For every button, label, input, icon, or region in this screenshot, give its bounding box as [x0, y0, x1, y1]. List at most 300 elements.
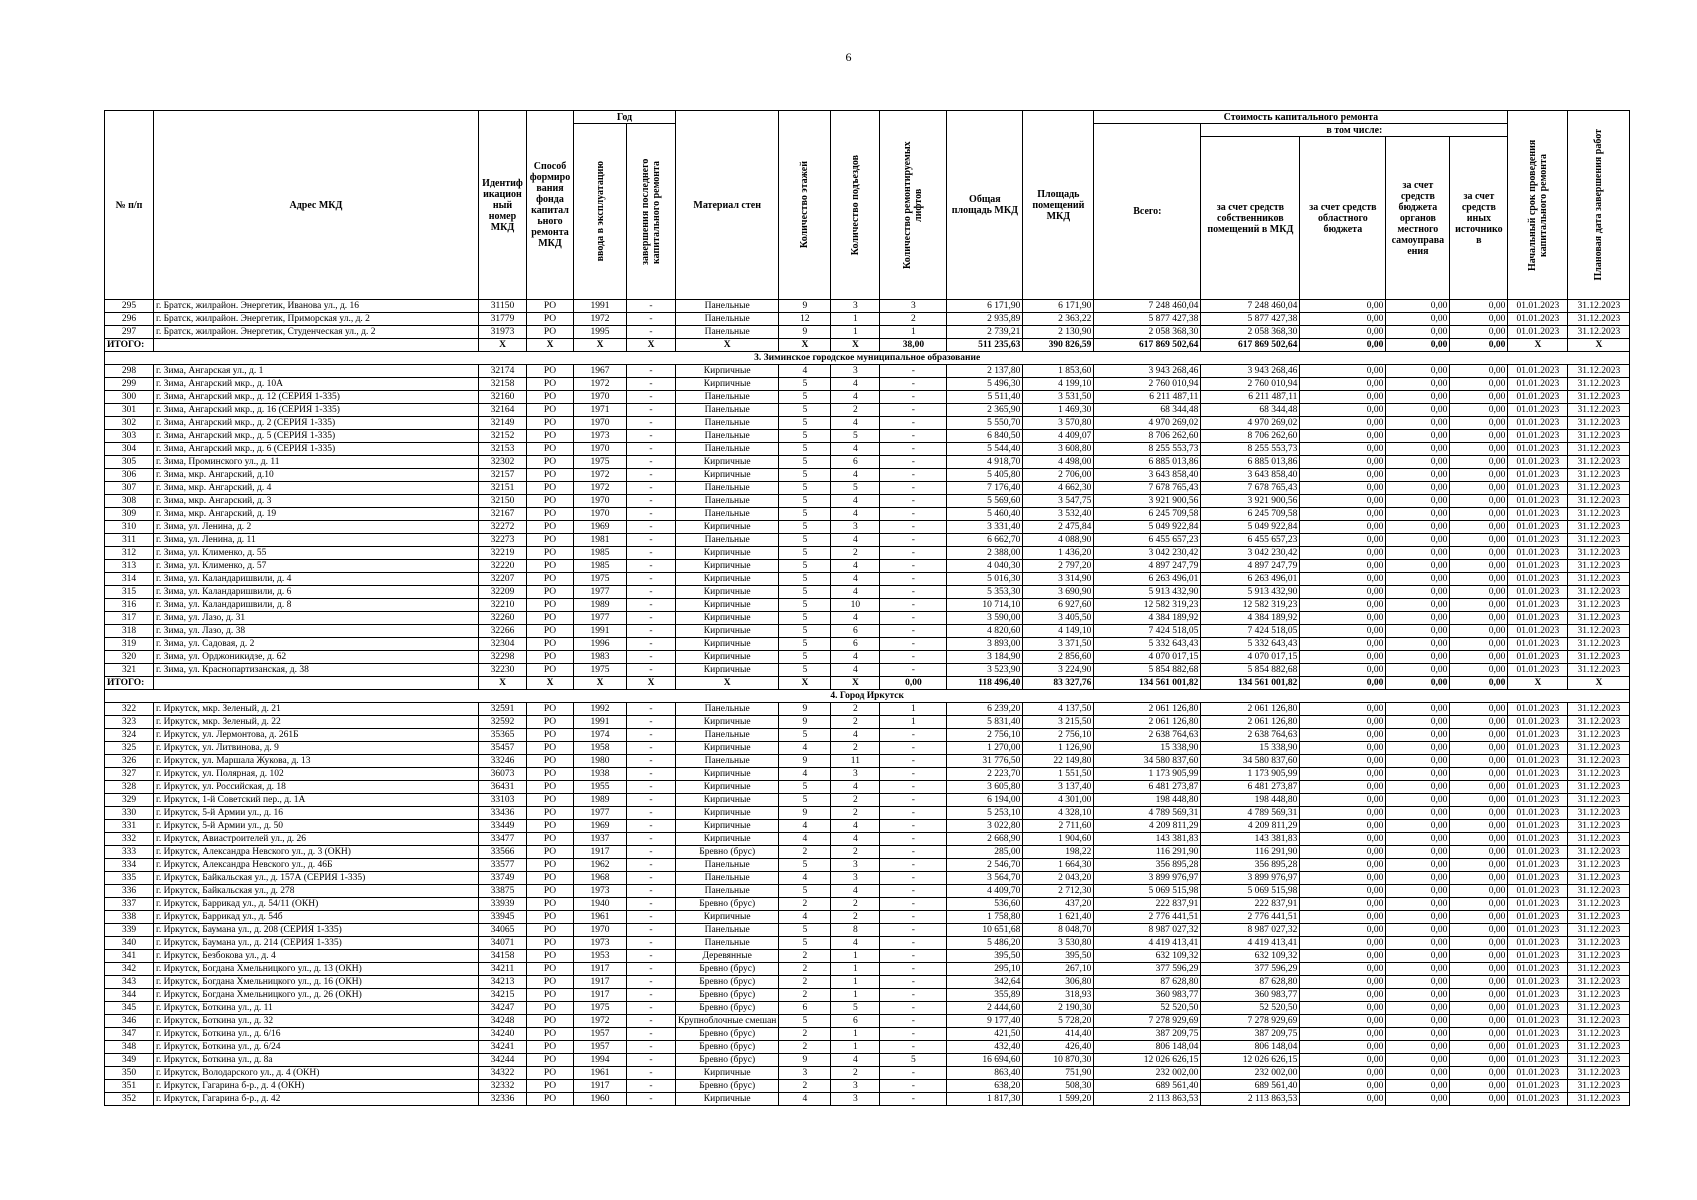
table-cell: 2 638 764,63	[1094, 729, 1201, 742]
table-cell: 34213	[479, 976, 527, 989]
table-cell: 314	[105, 573, 154, 586]
table-cell: г. Иркутск, Баррикад ул., д. 54б	[154, 911, 479, 924]
table-cell: Кирпичные	[676, 612, 779, 625]
table-cell: 1 599,20	[1023, 1093, 1094, 1106]
table-cell: Панельные	[676, 508, 779, 521]
table-cell: 0,00	[1300, 807, 1386, 820]
table-cell: 4	[831, 833, 880, 846]
table-cell: -	[627, 768, 676, 781]
table-cell: 4	[779, 820, 831, 833]
table-cell: 0,00	[1450, 1028, 1508, 1041]
table-cell: 1	[880, 703, 947, 716]
table-cell: -	[880, 482, 947, 495]
table-cell: 0,00	[1450, 677, 1508, 690]
table-cell: 1 469,30	[1023, 404, 1094, 417]
table-cell: -	[880, 898, 947, 911]
table-cell: 0,00	[1386, 859, 1450, 872]
table-cell: г. Зима, Ангарский мкр., д. 5 (СЕРИЯ 1-335)	[154, 430, 479, 443]
table-cell: 9 177,40	[947, 1015, 1023, 1028]
table-cell: -	[627, 885, 676, 898]
header-lifts	[880, 111, 947, 300]
table-cell: РО	[527, 989, 574, 1002]
table-cell: 34215	[479, 989, 527, 1002]
table-cell: 15 338,90	[1201, 742, 1300, 755]
table-cell: 0,00	[1386, 1093, 1450, 1106]
table-cell: г. Зима, Проминского ул., д. 11	[154, 456, 479, 469]
table-cell: 390 826,59	[1023, 339, 1094, 352]
table-cell: 0,00	[1300, 833, 1386, 846]
table-cell: 4 384 189,92	[1201, 612, 1300, 625]
table-cell: 1972	[574, 1015, 627, 1028]
table-cell: 01.01.2023	[1508, 911, 1568, 924]
table-cell: 0,00	[1300, 430, 1386, 443]
table-cell: 2 739,21	[947, 326, 1023, 339]
table-cell: 328	[105, 781, 154, 794]
table-cell: 303	[105, 430, 154, 443]
table-cell: 508,30	[1023, 1080, 1094, 1093]
table-cell: 3	[831, 768, 880, 781]
table-cell: РО	[527, 1054, 574, 1067]
table-cell: 377 596,29	[1201, 963, 1300, 976]
table-cell: 6 171,90	[1023, 300, 1094, 313]
table-cell: 31.12.2023	[1568, 560, 1630, 573]
table-cell: 327	[105, 768, 154, 781]
table-cell: 308	[105, 495, 154, 508]
table-cell: 32160	[479, 391, 527, 404]
table-cell: 2 061 126,80	[1094, 716, 1201, 729]
table-cell: РО	[527, 469, 574, 482]
table-cell: 01.01.2023	[1508, 898, 1568, 911]
table-cell: -	[627, 378, 676, 391]
table-cell: -	[627, 508, 676, 521]
table-cell: 01.01.2023	[1508, 417, 1568, 430]
table-cell: 4	[831, 443, 880, 456]
table-cell: Панельные	[676, 430, 779, 443]
table-cell: 32336	[479, 1093, 527, 1106]
table-row	[105, 521, 1630, 534]
table-cell: 323	[105, 716, 154, 729]
table-cell: Бревно (брус)	[676, 846, 779, 859]
table-cell: 0,00	[1386, 924, 1450, 937]
table-cell: 5	[831, 1002, 880, 1015]
table-cell: 4	[831, 729, 880, 742]
table-cell: 0,00	[1386, 651, 1450, 664]
table-cell: 0,00	[1386, 716, 1450, 729]
table-cell: -	[880, 768, 947, 781]
table-cell: -	[627, 937, 676, 950]
table-cell: X	[627, 339, 676, 352]
table-cell: 0,00	[1300, 612, 1386, 625]
table-cell: 5	[779, 482, 831, 495]
table-cell: 32210	[479, 599, 527, 612]
table-cell: 3 547,75	[1023, 495, 1094, 508]
table-cell: 0,00	[1450, 924, 1508, 937]
table-cell: 33945	[479, 911, 527, 924]
table-cell: 31.12.2023	[1568, 885, 1630, 898]
table-cell: 32149	[479, 417, 527, 430]
table-cell: 31.12.2023	[1568, 326, 1630, 339]
table-cell: -	[627, 469, 676, 482]
table-cell: 6	[779, 1002, 831, 1015]
table-cell: РО	[527, 807, 574, 820]
table-cell: 3 899 976,97	[1094, 872, 1201, 885]
table-cell: г. Зима, ул. Каландаришвили, д. 4	[154, 573, 479, 586]
table-cell: 0,00	[1450, 794, 1508, 807]
table-row	[105, 781, 1630, 794]
table-cell: Панельные	[676, 924, 779, 937]
table-cell: 0,00	[1386, 469, 1450, 482]
table-cell: 0,00	[1386, 625, 1450, 638]
table-row	[105, 625, 1630, 638]
table-cell: 0,00	[1300, 1093, 1386, 1106]
table-cell: РО	[527, 768, 574, 781]
table-cell: Бревно (брус)	[676, 963, 779, 976]
table-cell: 198 448,80	[1201, 794, 1300, 807]
table-row	[105, 300, 1630, 313]
table-cell: -	[627, 560, 676, 573]
table-cell: Кирпичные	[676, 911, 779, 924]
table-cell: 5 831,40	[947, 716, 1023, 729]
table-cell: 3	[831, 1080, 880, 1093]
table-cell: 339	[105, 924, 154, 937]
table-cell: 31.12.2023	[1568, 417, 1630, 430]
table-cell: 4 498,00	[1023, 456, 1094, 469]
table-cell: 10 870,30	[1023, 1054, 1094, 1067]
header-cost-owners: за счет средств собственников помещений в МКД	[1201, 137, 1300, 300]
table-cell: 4	[779, 365, 831, 378]
table-cell: 4 897 247,79	[1201, 560, 1300, 573]
table-row	[105, 508, 1630, 521]
table-cell: 6	[831, 456, 880, 469]
table-cell: 5 877 427,38	[1094, 313, 1201, 326]
table-cell: 32273	[479, 534, 527, 547]
table-row	[105, 1054, 1630, 1067]
table-cell: 395,50	[1023, 950, 1094, 963]
table-cell: 3 532,40	[1023, 508, 1094, 521]
table-cell: г. Иркутск, 5-й Армии ул., д. 16	[154, 807, 479, 820]
table-cell: 5	[831, 430, 880, 443]
table-cell: г. Иркутск, ул. Полярная, д. 102	[154, 768, 479, 781]
table-cell: 83 327,76	[1023, 677, 1094, 690]
table-row	[105, 456, 1630, 469]
table-cell: -	[627, 482, 676, 495]
table-row	[105, 469, 1630, 482]
table-cell: 298	[105, 365, 154, 378]
table-cell: 1958	[574, 742, 627, 755]
table-cell: 34 580 837,60	[1201, 755, 1300, 768]
table-cell: 01.01.2023	[1508, 326, 1568, 339]
table-cell: 1980	[574, 755, 627, 768]
table-cell: 6 885 013,86	[1094, 456, 1201, 469]
table-cell: 01.01.2023	[1508, 599, 1568, 612]
table-cell: г. Зима, ул. Каландаришвили, д. 8	[154, 599, 479, 612]
table-cell: 5 460,40	[947, 508, 1023, 521]
table-cell: 0,00	[1450, 1002, 1508, 1015]
table-cell: г. Зима, ул. Ленина, д. 2	[154, 521, 479, 534]
table-cell: 2 363,22	[1023, 313, 1094, 326]
table-cell: 01.01.2023	[1508, 794, 1568, 807]
table-cell: 337	[105, 898, 154, 911]
table-cell: 342,64	[947, 976, 1023, 989]
table-cell: -	[627, 612, 676, 625]
table-cell: 01.01.2023	[1508, 300, 1568, 313]
table-cell: 0,00	[1386, 911, 1450, 924]
table-cell: 5	[779, 781, 831, 794]
table-cell: 2 756,10	[947, 729, 1023, 742]
table-cell: 33566	[479, 846, 527, 859]
table-cell: г. Братск, жилрайон. Энергетик, Студенческая ул., д. 2	[154, 326, 479, 339]
table-cell: 806 148,04	[1201, 1041, 1300, 1054]
table-cell: X	[527, 339, 574, 352]
table-row	[105, 378, 1630, 391]
table-cell: 0,00	[1386, 1002, 1450, 1015]
table-cell: 1	[831, 950, 880, 963]
table-cell: 312	[105, 547, 154, 560]
table-cell: 3 042 230,42	[1201, 547, 1300, 560]
table-body	[105, 300, 1630, 1106]
table-cell: Кирпичные	[676, 1067, 779, 1080]
table-cell: 0,00	[1300, 1002, 1386, 1015]
table-cell: 34322	[479, 1067, 527, 1080]
table-cell: 9	[779, 807, 831, 820]
table-cell: 0,00	[1386, 1041, 1450, 1054]
table-cell: 01.01.2023	[1508, 729, 1568, 742]
table-cell: 3 022,80	[947, 820, 1023, 833]
table-cell: 0,00	[1386, 1054, 1450, 1067]
table-cell: 31.12.2023	[1568, 755, 1630, 768]
table-cell: 1955	[574, 781, 627, 794]
table-cell: 0,00	[1386, 755, 1450, 768]
table-cell: 6 662,70	[947, 534, 1023, 547]
table-cell: 1917	[574, 846, 627, 859]
table-cell: 0,00	[1450, 625, 1508, 638]
table-cell: 0,00	[1450, 755, 1508, 768]
table-cell: 0,00	[1450, 898, 1508, 911]
table-cell: 118 496,40	[947, 677, 1023, 690]
table-cell: 0,00	[1450, 989, 1508, 1002]
table-cell: 4 419 413,41	[1094, 937, 1201, 950]
header-address: Адрес МКД	[154, 111, 479, 300]
table-cell: г. Иркутск, Гагарина б-р., д. 42	[154, 1093, 479, 1106]
table-row	[105, 872, 1630, 885]
table-cell: 31.12.2023	[1568, 495, 1630, 508]
table-cell: X	[779, 677, 831, 690]
table-cell: 32157	[479, 469, 527, 482]
table-cell: 0,00	[1386, 781, 1450, 794]
table-cell: 2	[831, 547, 880, 560]
table-cell: -	[627, 547, 676, 560]
table-cell: 22 149,80	[1023, 755, 1094, 768]
table-cell: 4	[831, 820, 880, 833]
table-cell: РО	[527, 417, 574, 430]
table-row	[105, 612, 1630, 625]
table-cell: 01.01.2023	[1508, 989, 1568, 1002]
table-cell: 1938	[574, 768, 627, 781]
table-cell: 351	[105, 1080, 154, 1093]
table-cell: 345	[105, 1002, 154, 1015]
table-cell: -	[627, 755, 676, 768]
table-cell: -	[880, 547, 947, 560]
table-cell: -	[880, 872, 947, 885]
table-cell: 0,00	[1450, 911, 1508, 924]
table-cell: РО	[527, 872, 574, 885]
table-cell: 340	[105, 937, 154, 950]
table-cell: г. Зима, ул. Орджоникидзе, д. 62	[154, 651, 479, 664]
table-cell: 5	[779, 859, 831, 872]
table-cell: -	[880, 742, 947, 755]
table-cell: 0,00	[1300, 638, 1386, 651]
table-cell: 3 523,90	[947, 664, 1023, 677]
table-cell: 0,00	[1450, 664, 1508, 677]
table-cell: -	[880, 820, 947, 833]
table-cell: 0,00	[1450, 573, 1508, 586]
table-cell: РО	[527, 430, 574, 443]
table-cell: 232 002,00	[1094, 1067, 1201, 1080]
table-cell: 0,00	[1386, 365, 1450, 378]
table-cell: -	[880, 430, 947, 443]
table-cell: 4 789 569,31	[1094, 807, 1201, 820]
table-cell: 0,00	[1450, 482, 1508, 495]
table-cell: 2 760 010,94	[1094, 378, 1201, 391]
table-cell: 31.12.2023	[1568, 625, 1630, 638]
table-cell: Кирпичные	[676, 768, 779, 781]
table-cell: 3 921 900,56	[1094, 495, 1201, 508]
table-cell: 6 263 496,01	[1201, 573, 1300, 586]
table-row	[105, 326, 1630, 339]
table-cell: 3	[880, 300, 947, 313]
table-cell: -	[880, 586, 947, 599]
table-cell: 632 109,32	[1094, 950, 1201, 963]
table-cell: 285,00	[947, 846, 1023, 859]
table-cell: 0,00	[1300, 326, 1386, 339]
table-cell: РО	[527, 716, 574, 729]
table-cell: Кирпичные	[676, 469, 779, 482]
table-cell: г. Зима, Ангарский мкр., д. 12 (СЕРИЯ 1-335)	[154, 391, 479, 404]
table-cell: 4 662,30	[1023, 482, 1094, 495]
table-cell: РО	[527, 846, 574, 859]
table-cell: г. Братск, жилрайон. Энергетик, Иванова ул., д. 16	[154, 300, 479, 313]
table-cell: 0,00	[1386, 339, 1450, 352]
table-cell: 6 455 657,23	[1094, 534, 1201, 547]
table-cell: 33436	[479, 807, 527, 820]
table-cell: -	[880, 365, 947, 378]
table-cell: РО	[527, 1002, 574, 1015]
table-cell: 0,00	[1450, 534, 1508, 547]
table-cell: 31.12.2023	[1568, 1093, 1630, 1106]
table-cell: 2 706,00	[1023, 469, 1094, 482]
table-row	[105, 417, 1630, 430]
table-cell: -	[627, 1067, 676, 1080]
table-cell: -	[627, 976, 676, 989]
table-cell: 0,00	[1300, 781, 1386, 794]
table-cell: 34244	[479, 1054, 527, 1067]
table-cell: Кирпичные	[676, 664, 779, 677]
table-cell: 0,00	[1450, 378, 1508, 391]
total-row	[105, 677, 1630, 690]
table-cell: 5	[779, 625, 831, 638]
table-cell: 31.12.2023	[1568, 989, 1630, 1002]
table-cell: 751,90	[1023, 1067, 1094, 1080]
table-cell: 0,00	[880, 677, 947, 690]
table-cell: РО	[527, 1067, 574, 1080]
table-cell: 0,00	[1450, 1093, 1508, 1106]
table-cell: РО	[527, 703, 574, 716]
table-cell: 4 137,50	[1023, 703, 1094, 716]
table-cell: X	[527, 677, 574, 690]
table-cell: 0,00	[1386, 547, 1450, 560]
table-cell: -	[627, 950, 676, 963]
table-cell: 01.01.2023	[1508, 755, 1568, 768]
table-cell: Кирпичные	[676, 742, 779, 755]
table-cell: г. Иркутск, ул. Российская, д. 18	[154, 781, 479, 794]
table-cell: 0,00	[1386, 885, 1450, 898]
table-cell: Кирпичные	[676, 521, 779, 534]
table-cell: 5 253,10	[947, 807, 1023, 820]
table-cell: 5 496,30	[947, 378, 1023, 391]
table-cell: 0,00	[1450, 404, 1508, 417]
table-cell: -	[880, 378, 947, 391]
table-cell: 3 643 858,40	[1094, 469, 1201, 482]
table-cell: РО	[527, 885, 574, 898]
table-cell: 32152	[479, 430, 527, 443]
table-cell: 3 530,80	[1023, 937, 1094, 950]
table-row	[105, 859, 1630, 872]
table-cell: 01.01.2023	[1508, 924, 1568, 937]
table-row	[105, 794, 1630, 807]
table-cell: 332	[105, 833, 154, 846]
table-cell: -	[627, 989, 676, 1002]
repair-table-wrapper	[104, 110, 1630, 1106]
table-cell: г. Иркутск, 5-й Армии ул., д. 50	[154, 820, 479, 833]
table-cell: 0,00	[1300, 417, 1386, 430]
table-cell: 31.12.2023	[1568, 1080, 1630, 1093]
table-cell: -	[880, 625, 947, 638]
table-cell: 1940	[574, 898, 627, 911]
table-cell: 32150	[479, 495, 527, 508]
header-ident: Идентиф икацион ный номер МКД	[479, 111, 527, 300]
table-cell: 0,00	[1450, 937, 1508, 950]
table-cell: -	[880, 417, 947, 430]
table-cell: Панельные	[676, 534, 779, 547]
table-cell: 12 582 319,23	[1201, 599, 1300, 612]
table-cell: 0,00	[1300, 963, 1386, 976]
table-cell: 5	[779, 651, 831, 664]
table-cell: 32167	[479, 508, 527, 521]
table-cell: 5 511,40	[947, 391, 1023, 404]
table-cell: 31.12.2023	[1568, 1015, 1630, 1028]
table-cell: Панельные	[676, 729, 779, 742]
table-cell: 0,00	[1386, 586, 1450, 599]
table-cell: РО	[527, 1015, 574, 1028]
table-cell: 360 983,77	[1201, 989, 1300, 1002]
table-cell: 7 678 765,43	[1201, 482, 1300, 495]
table-cell: 0,00	[1450, 339, 1508, 352]
table-cell: ИТОГО:	[105, 339, 154, 352]
table-cell: 01.01.2023	[1508, 612, 1568, 625]
table-cell: 7 678 765,43	[1094, 482, 1201, 495]
table-cell: 304	[105, 443, 154, 456]
table-cell: 4 897 247,79	[1094, 560, 1201, 573]
table-cell: 5	[779, 547, 831, 560]
table-cell: Кирпичные	[676, 807, 779, 820]
table-cell: ИТОГО:	[105, 677, 154, 690]
table-cell: 32207	[479, 573, 527, 586]
table-row	[105, 963, 1630, 976]
table-cell: РО	[527, 365, 574, 378]
table-cell: 0,00	[1300, 1080, 1386, 1093]
table-cell: 198 448,80	[1094, 794, 1201, 807]
table-cell: -	[880, 638, 947, 651]
